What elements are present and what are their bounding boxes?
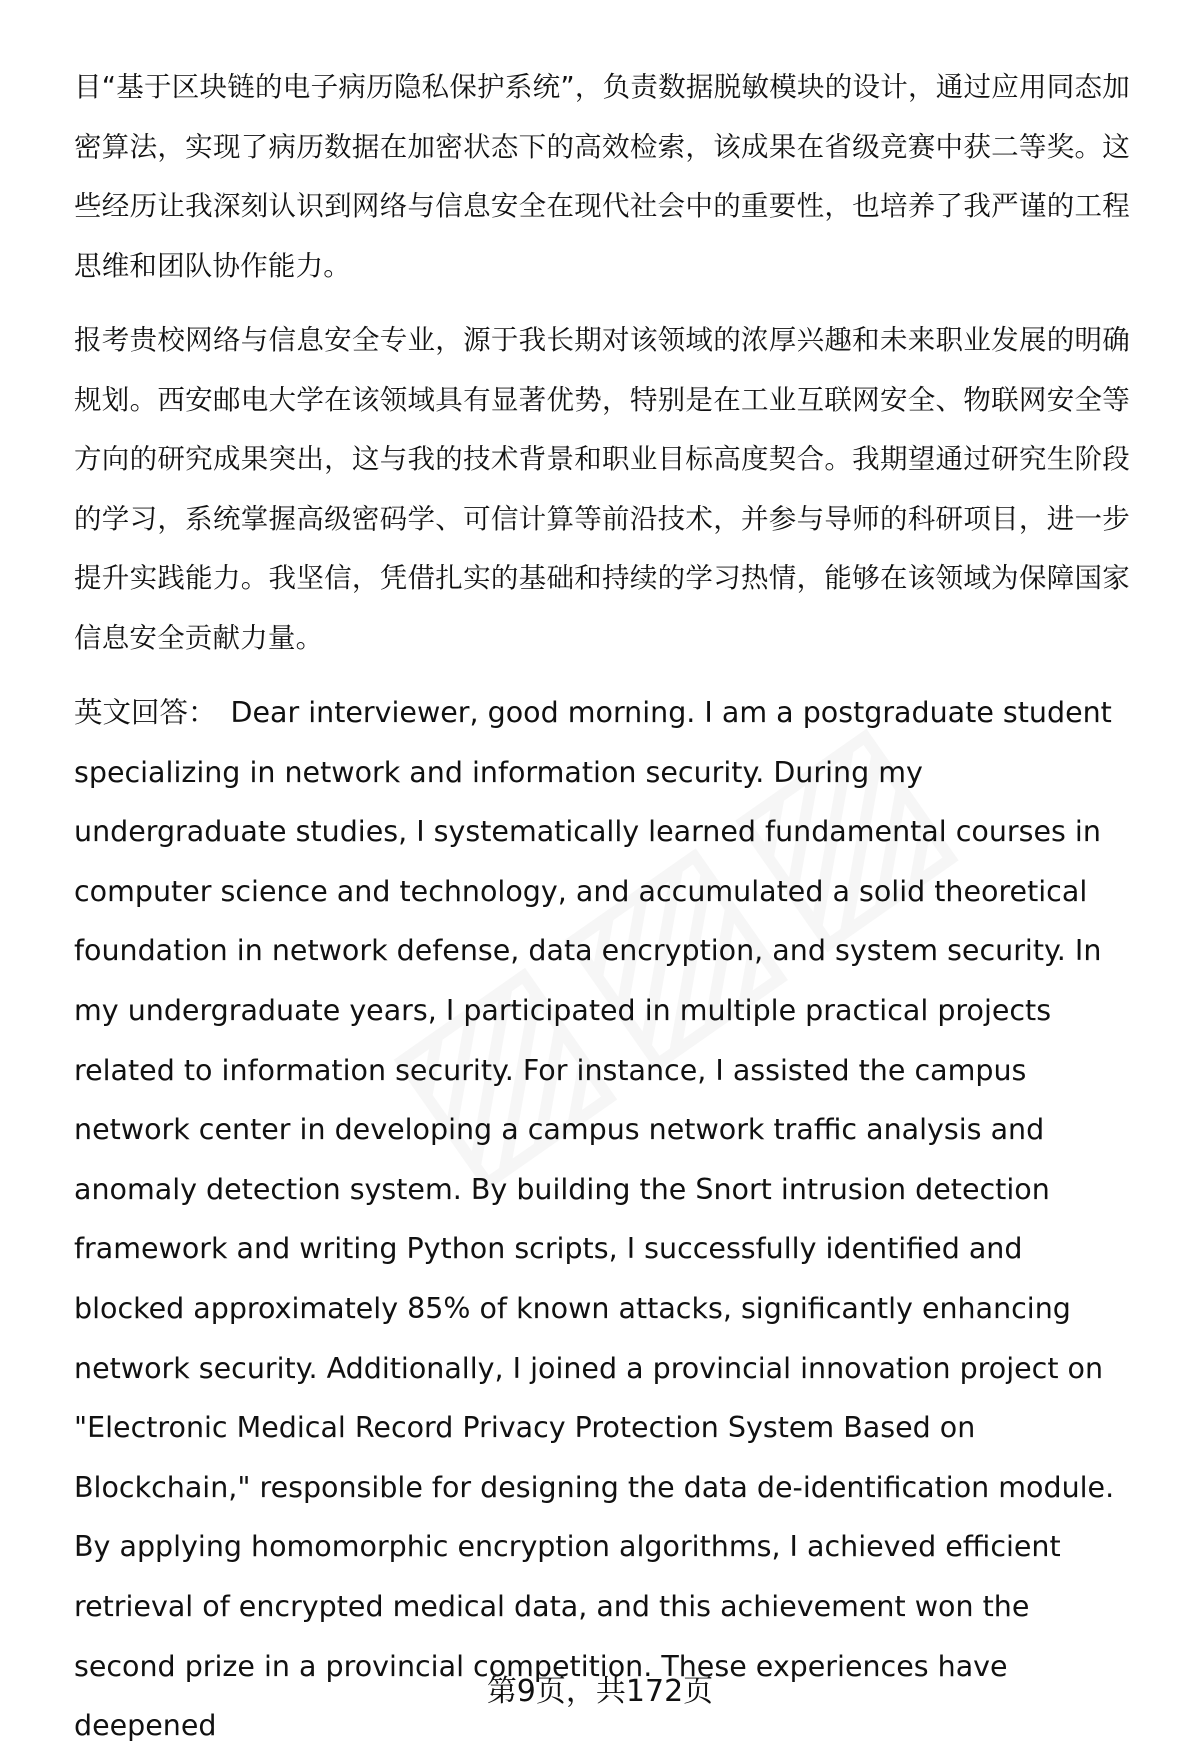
paragraph-motivation: 报考贵校网络与信息安全专业，源于我长期对该领域的浓厚兴趣和未来职业发展的明确规划。西安邮电大学在该领域具有显著优势，特别是在工业互联网安全、物联网安全等方向的研究成果突出，这与我的技术背景和职业目标高度契合。我期望通过研究生阶段的学习，系统掌握高级密码学、可信计算等前沿技术，并参与导师的科研项目，进一步提升实践能力。我坚信，凭借扎实的基础和持续的学习热情，能够在该领域为保障国家信息安全贡献力量。 (74, 324, 1130, 654)
paragraph-project-summary: 目“基于区块链的电子病历隐私保护系统”，负责数据脱敏模块的设计，通过应用同态加密算法，实现了病历数据在加密状态下的高效检索，该成果在省级竞赛中获二等奖。这些经历让我深刻认识到网络与信息安全在现代社会中的重要性，也培养了我严谨的工程思维和团队协作能力。 (74, 71, 1130, 282)
paragraph-english-answer (74, 683, 1130, 1756)
english-answer-text: Dear interviewer, good morning. I am a postgraduate student specializing in network and information security. During my undergraduate studies, I systematically learned fundamental courses in computer science and technology, and accumulated a solid theoretical foundation in network defense, data encryption, and system security. In my undergraduate years, I participated in multiple practical projects related to information security. For instance, I assisted the campus network center in developing a campus network traffic analysis and anomaly detection system. By building the Snort intrusion detection framework and writing Python scripts, I successfully identified and blocked approximately 85% of known attacks, significantly enhancing network security. Additionally, I joined a provincial innovation project on "Electronic Medical Record Privacy Protection System Based on Blockchain," responsible for designing the data de-identification module. By applying homomorphic encryption algorithms, I achieved efficient retrieval of encrypted medical data, and this achievement won the second prize in a provincial competition. These experiences have deepened (74, 696, 1115, 1743)
english-answer-label: 英文回答： (74, 696, 217, 729)
page-number-footer: 第9页，共172页 (486, 1674, 714, 1709)
